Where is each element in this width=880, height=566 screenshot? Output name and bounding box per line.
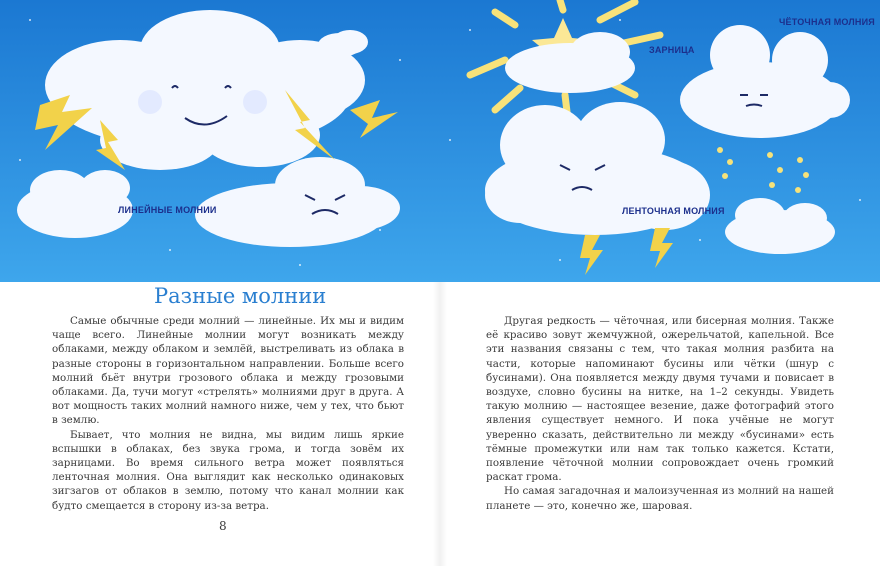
label-zarnitsa: ЗАРНИЦА	[649, 45, 695, 55]
left-paragraph-2: Бывает, что молния не видна, мы видим лишь яркие вспышки в облаках, без звука грома, и тогда зовём их зарницами. Во время сильного ветра может появляться ленточная молния. Она выглядит как несколько одинаковых зигзагов от облаков в землю, потому что канал молнии как будто смещается в сторону из-за ветра.	[52, 428, 404, 512]
right-paragraph-1: Другая редкость — чёточная, или бисерная молния. Также её красиво зовут жемчужной, ожерельчатой, капельной. Все эти названия связаны с тем, что такая молния разбита на части, которые напоминают бусины или чётки (шнур с бусинами). Она появляется между двумя тучами и повисает в воздухе, словно бусины на нитке, на 1–2 секунды. Увидеть такую молнию — настоящее везение, даже фотографий этого явления существует немного. И пока учёные не могут уверенно сказать, действительно ли между «бусинами» есть тёмные промежутки или нам так только кажется. Кстати, появление чёточной молнии сопровождает очень громкий раскат грома.	[486, 315, 834, 484]
small-cloud-top	[318, 33, 362, 57]
page-number: 8	[219, 519, 227, 533]
left-column	[52, 314, 404, 513]
right-column	[486, 314, 834, 513]
page-gutter	[433, 282, 447, 566]
illustration	[0, 0, 880, 282]
label-linear: ЛИНЕЙНЫЕ МОЛНИИ	[118, 205, 217, 215]
sky-illustration	[0, 0, 880, 282]
small-cloud-right	[725, 198, 835, 254]
left-paragraph-1: Самые обычные среди молний — линейные. Их мы и видим чаще всего. Линейные молнии могут возникать между облаками, между облаком и землёй, выстреливать из облака в разные стороны в горизонтальном направлении. Больше всего молний бьёт внутри грозового облака и между грозовыми облаками. Да, тучи могут «стрелять» молниями друг в друга. А вот мощность таких молний намного ниже, чем у тех, что бьют в землю.	[52, 315, 404, 427]
right-paragraph-2: Но самая загадочная и малоизученная из молний на нашей планете — это, конечно же, шаровая.	[486, 485, 834, 512]
page-title: Разные молнии	[154, 284, 327, 308]
small-cloud-left	[17, 170, 133, 238]
label-beaded: ЧЁТОЧНАЯ МОЛНИЯ	[779, 17, 875, 27]
label-ribbon: ЛЕНТОЧНАЯ МОЛНИЯ	[622, 206, 725, 216]
